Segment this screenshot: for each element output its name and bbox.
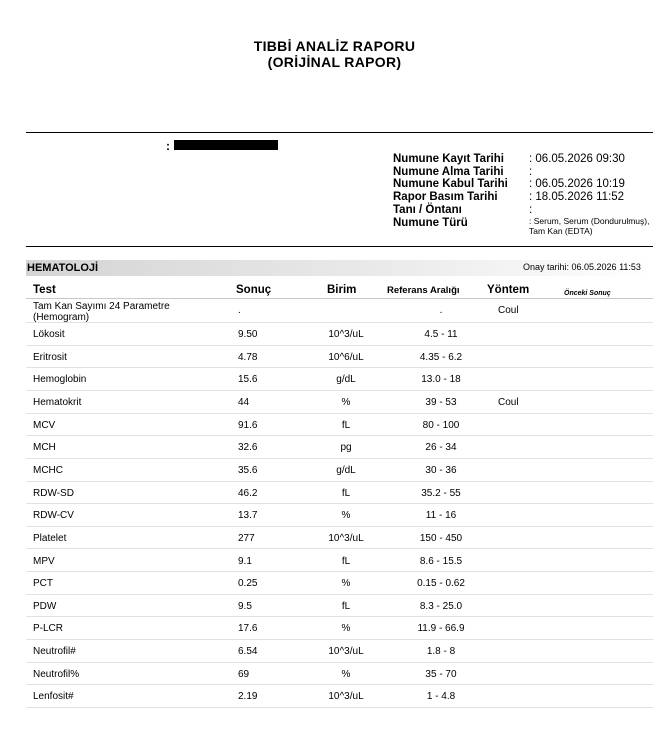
test-unit: fL	[341, 487, 351, 499]
table-row	[26, 482, 653, 505]
test-name: PDW	[33, 600, 57, 612]
test-reference-range: 39 - 53	[425, 396, 457, 408]
table-row	[26, 414, 653, 437]
test-reference-range: 11.9 - 66.9	[417, 623, 465, 635]
table-row	[26, 299, 653, 323]
test-name: MCH	[33, 442, 56, 454]
table-row	[26, 323, 653, 346]
test-reference-range: 4.35 - 6.2	[419, 351, 463, 363]
test-name: Hematokrit	[33, 396, 82, 408]
test-name: PCT	[33, 578, 53, 590]
table-row	[26, 550, 653, 573]
column-header-previous-result: Önceki Sonuç	[564, 290, 611, 297]
test-unit: 10^3/uL	[328, 532, 364, 544]
test-result: 46.2	[238, 487, 258, 499]
column-header-unit: Birim	[327, 284, 357, 296]
test-result: 15.6	[238, 374, 258, 386]
section-title: HEMATOLOJİ	[27, 262, 99, 274]
test-result: 277	[238, 532, 255, 544]
test-reference-range: .	[439, 305, 443, 316]
test-name: Neutrofil%	[33, 668, 80, 680]
test-name: MPV	[33, 555, 55, 567]
test-unit: 10^3/uL	[328, 646, 364, 658]
table-row	[26, 527, 653, 550]
redacted-patient-name	[174, 140, 278, 150]
test-unit: 10^3/uL	[328, 329, 364, 340]
test-name: P-LCR	[33, 623, 64, 635]
column-header-reference: Referans Aralığı	[387, 285, 460, 296]
column-header-result: Sonuç	[236, 284, 272, 296]
table-row	[26, 391, 653, 414]
test-unit: pg	[340, 442, 352, 454]
test-result: 0.25	[238, 578, 258, 590]
table-row	[26, 685, 653, 708]
sample-info-value: :	[529, 204, 533, 216]
test-reference-range: 30 - 36	[425, 464, 457, 476]
sample-info-label: Rapor Basım Tarihi	[393, 191, 498, 203]
table-row	[26, 346, 653, 369]
test-name: Tam Kan Sayımı 24 Parametre (Hemogram)	[33, 301, 170, 323]
sample-info-label: Tanı / Öntanı	[393, 204, 462, 216]
table-row	[26, 368, 653, 391]
test-reference-range: 11 - 16	[425, 510, 457, 522]
test-result: 6.54	[238, 646, 258, 658]
test-name: Lenfosit#	[33, 691, 74, 703]
test-result: 17.6	[238, 623, 258, 635]
sample-info-value: : 06.05.2026 09:30	[529, 153, 625, 165]
test-name: MCV	[33, 419, 56, 431]
test-name: Platelet	[33, 532, 67, 544]
test-unit: fL	[341, 555, 351, 567]
test-reference-range: 0.15 - 0.62	[417, 578, 465, 590]
approval-date: Onay tarihi: 06.05.2026 11:53	[523, 262, 641, 272]
test-result: 9.1	[238, 555, 252, 567]
table-row	[26, 663, 653, 686]
test-unit: 10^6/uL	[328, 351, 364, 363]
table-row	[26, 640, 653, 663]
sample-info-label: Numune Kabul Tarihi	[393, 178, 508, 190]
divider-top	[26, 132, 653, 133]
test-reference-range: 1 - 4.8	[426, 691, 456, 703]
divider-bottom	[26, 246, 653, 247]
table-row	[26, 572, 653, 595]
test-name: RDW-CV	[33, 510, 74, 522]
test-name: MCHC	[33, 464, 63, 476]
test-unit: %	[341, 578, 351, 590]
test-result: 35.6	[238, 464, 258, 476]
test-unit: g/dL	[336, 464, 356, 476]
test-reference-range: 80 - 100	[422, 419, 460, 431]
test-result: 32.6	[238, 442, 258, 454]
test-result: 13.7	[238, 510, 258, 522]
test-reference-range: 1.8 - 8	[426, 646, 456, 658]
test-method: Coul	[498, 305, 519, 316]
sample-info-value: :	[529, 166, 533, 178]
test-name: RDW-SD	[33, 487, 74, 499]
test-unit: g/dL	[336, 374, 356, 386]
sample-info-label: Numune Türü	[393, 217, 468, 229]
sample-info-label: Numune Alma Tarihi	[393, 166, 504, 178]
table-row	[26, 617, 653, 640]
test-unit: fL	[341, 419, 351, 431]
test-unit: %	[341, 510, 351, 522]
test-reference-range: 35.2 - 55	[421, 487, 461, 499]
sample-info-label: Numune Kayıt Tarihi	[393, 153, 504, 165]
column-header-method: Yöntem	[487, 284, 530, 296]
patient-name-colon: :	[166, 139, 170, 153]
table-row	[26, 436, 653, 459]
test-result: 4.78	[238, 351, 258, 363]
test-result: 9.50	[238, 329, 258, 340]
test-method: Coul	[498, 396, 519, 408]
sample-info-value: : 18.05.2026 11:52	[529, 191, 625, 203]
report-title-line2: (ORİJİNAL RAPOR)	[267, 54, 402, 70]
table-row	[26, 504, 653, 527]
test-unit: 10^3/uL	[328, 691, 364, 703]
test-unit: %	[341, 396, 351, 408]
test-result: 69	[238, 668, 250, 680]
test-unit: %	[341, 668, 351, 680]
table-row	[26, 459, 653, 482]
test-name: Neutrofil#	[33, 646, 76, 658]
test-name: Lökosit	[33, 329, 65, 340]
test-name: Eritrosit	[33, 351, 67, 363]
table-row	[26, 595, 653, 618]
test-result: 9.5	[238, 600, 252, 612]
test-reference-range: 8.3 - 25.0	[419, 600, 463, 612]
test-name: Hemoglobin	[33, 374, 87, 386]
test-result: 44	[238, 396, 250, 408]
test-unit: fL	[341, 600, 351, 612]
test-reference-range: 13.0 - 18	[421, 374, 461, 386]
test-result: .	[238, 305, 241, 316]
test-reference-range: 4.5 - 11	[424, 329, 458, 340]
test-result: 2.19	[238, 691, 258, 703]
test-reference-range: 150 - 450	[419, 532, 463, 544]
test-reference-range: 35 - 70	[425, 668, 457, 680]
sample-type-value: : Serum, Serum (Dondurulmuş), Tam Kan (EDTA)	[529, 216, 650, 236]
sample-info-value: : 06.05.2026 10:19	[529, 178, 625, 190]
test-result: 91.6	[238, 419, 258, 431]
test-reference-range: 26 - 34	[425, 442, 457, 454]
test-reference-range: 8.6 - 15.5	[419, 555, 463, 567]
test-unit: %	[341, 623, 351, 635]
column-header-test: Test	[33, 284, 56, 296]
report-title-line1: TIBBİ ANALİZ RAPORU	[253, 38, 416, 54]
